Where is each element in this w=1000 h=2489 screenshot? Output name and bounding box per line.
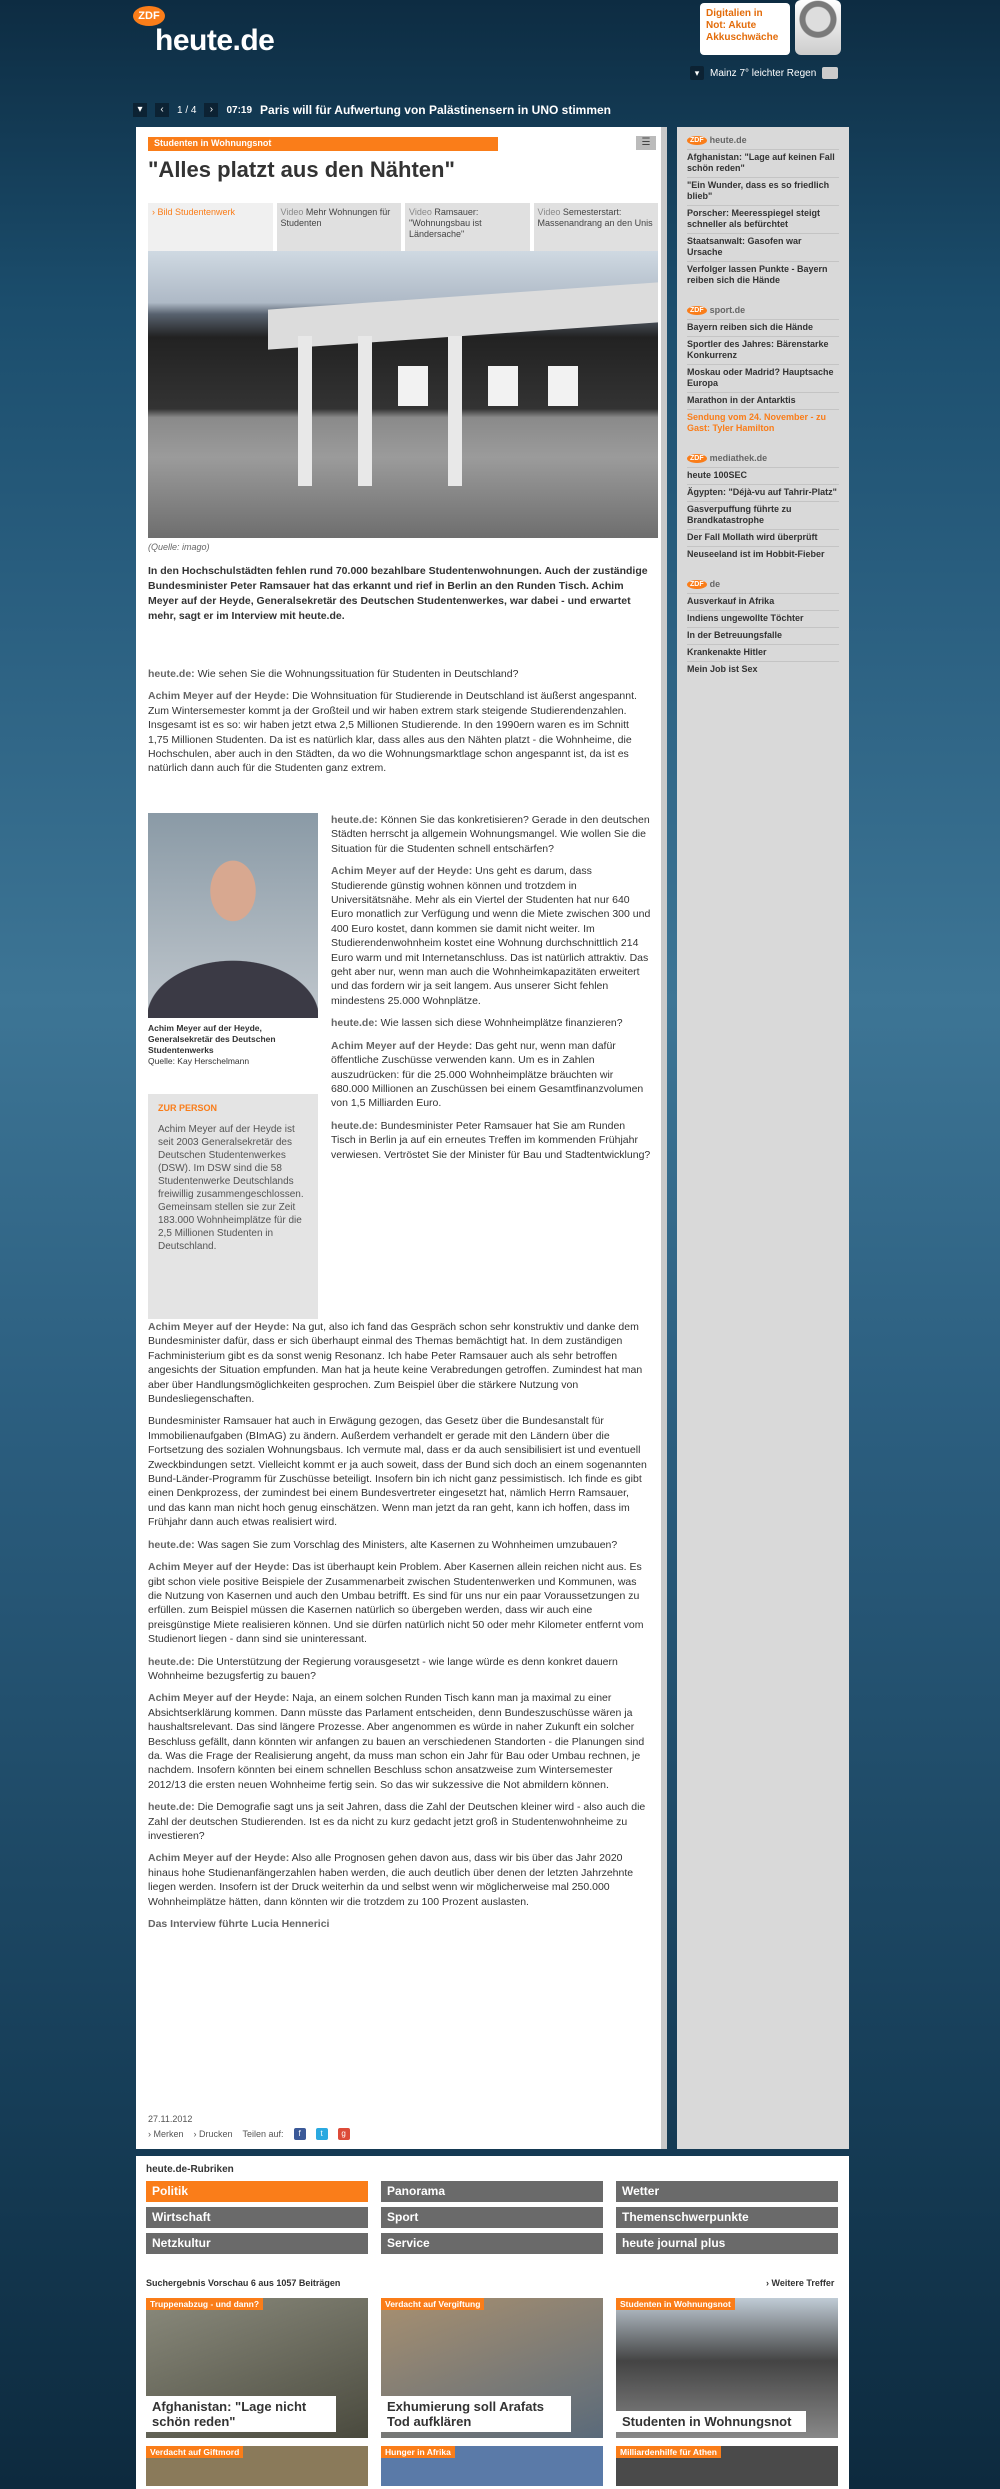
tab-video-mehr-wohnungen[interactable]: Video Mehr Wohnungen für Studenten: [277, 203, 402, 253]
print-link[interactable]: › Drucken: [193, 2129, 233, 2139]
sidebar-brand[interactable]: [687, 305, 839, 315]
share-label: Teilen auf:: [242, 2129, 284, 2139]
sidebar-link[interactable]: Bayern reiben sich die Hände: [687, 319, 839, 335]
ticker-headline[interactable]: Paris will für Aufwertung von Palästinensern in UNO stimmen: [260, 103, 611, 117]
rubrik-themenschwerpunkte[interactable]: Themenschwerpunkte: [616, 2207, 838, 2228]
answer-text: Also alle Prognosen gehen davon aus, dass wir bis über das Jahr 2020 hinaus hohe Studienanfängerzahlen haben werden, die auch deutlich über denen der letzten Jahrzehnte liegen werden. Insofern ist der Druck weiterhin da und selbst wenn wir möglicherweise mal 250.000 Wohnheimplätze hätten, dann könnten wir die trotzdem zu 100 Prozent auslasten.: [148, 1852, 634, 1908]
rubrik-service[interactable]: Service: [381, 2233, 603, 2254]
article-hero-image[interactable]: [148, 251, 658, 538]
sidebar-link[interactable]: Verfolger lassen Punkte - Bayern reiben sich die Hände: [687, 261, 839, 288]
interviewer-label: heute.de:: [331, 1017, 378, 1030]
sidebar-link[interactable]: "Ein Wunder, dass es so friedlich blieb": [687, 177, 839, 204]
zdf-badge-icon: ZDF: [687, 580, 707, 589]
sidebar-section-heute: [677, 127, 849, 297]
interviewee-label: Achim Meyer auf der Heyde:: [148, 690, 290, 703]
answer-text: Die Wohnsituation für Studierende in Deutschland ist äußerst angespannt. Zum Wintersemester kommt ja der Großteil und wir haben extrem stark steigende Studierendenzahlen. Insgesamt ist es so: wir haben jetzt etwa 2,5 Millionen Studierende. In den 1990ern waren es im Schnitt 1,75 Millionen Studenten. Da ist es natürlich klar, dass alles aus den Nähten platzt - die Wohnheime, die Hochschulen, aber auch in den Städten, da wo die Wohnungsmarktlage schon angespannt ist, da ist es natürlich dann auch für die Studenten ganz extrem.: [148, 690, 637, 775]
sidebar-link[interactable]: In der Betreuungsfalle: [687, 627, 839, 643]
interviewee-label: Achim Meyer auf der Heyde:: [148, 1321, 290, 1333]
chevron-right-icon[interactable]: ›: [204, 103, 218, 117]
question-text: Die Unterstützung der Regierung vorausgesetzt - wie lange würde es denn konkret dauern Wohnheime bezugsfertig zu bauen?: [148, 1655, 618, 1682]
result-card[interactable]: [616, 2446, 838, 2486]
card-kicker: Milliardenhilfe für Athen: [616, 2446, 721, 2458]
sidebar-brand-label: heute.de: [709, 135, 747, 145]
interviewer-label: heute.de:: [331, 1119, 378, 1132]
article-lead: In den Hochschulstädten fehlen rund 70.000 bezahlbare Studentenwohnungen. Auch der zuständige Bundesminister Peter Ramsauer hat das erkannt und rief in Berlin an den Runden Tisch. Achim Meyer auf der Heyde, Generalsekretär des Deutschen Studentenwerkes, war dabei - und erwartet mehr, sagt er im Interview mit heute.de.: [148, 565, 648, 622]
portrait-caption-source: Quelle: Kay Herschelmann: [148, 1056, 250, 1066]
google-plus-icon[interactable]: g: [338, 2128, 350, 2140]
building-column: [298, 336, 312, 486]
sidebar-brand[interactable]: [687, 135, 839, 145]
sidebar-link[interactable]: Marathon in der Antarktis: [687, 392, 839, 408]
interviewer-label: heute.de:: [148, 1655, 195, 1668]
tab-video-semesterstart[interactable]: Video Semesterstart: Massenandrang an den Unis: [534, 203, 659, 253]
article-main: [136, 127, 667, 2149]
sidebar-link[interactable]: Moskau oder Madrid? Hauptsache Europa: [687, 364, 839, 391]
zdf-badge-icon: ZDF: [687, 306, 707, 315]
sidebar-brand[interactable]: [687, 579, 839, 589]
site-logo[interactable]: [133, 6, 274, 58]
sidebar-link[interactable]: Ägypten: "Déjà-vu auf Tahrir-Platz": [687, 484, 839, 500]
card-title: Studenten in Wohnungsnot: [616, 2411, 806, 2432]
tab-video-ramsauer[interactable]: Video Ramsauer: "Wohnungsbau ist Ländersache": [405, 203, 530, 253]
sidebar-link[interactable]: Porscher: Meeresspiegel steigt schneller als befürchtet: [687, 205, 839, 232]
result-card[interactable]: [146, 2298, 368, 2438]
rubrik-wirtschaft[interactable]: Wirtschaft: [146, 2207, 368, 2228]
article-author: Das Interview führte Lucia Hennerici: [148, 1918, 330, 1931]
sidebar-section-mediathek: [677, 445, 849, 571]
card-kicker: Verdacht auf Giftmord: [146, 2446, 243, 2458]
result-card[interactable]: [381, 2298, 603, 2438]
zdf-badge-icon: ZDF: [687, 454, 707, 463]
result-card[interactable]: [616, 2298, 838, 2438]
interviewer-label: heute.de:: [148, 668, 195, 680]
question-text: Wie lassen sich diese Wohnheimplätze finanzieren?: [380, 1017, 623, 1030]
answer-text: Naja, an einem solchen Runden Tisch kann man ja maximal zu einer Absichtserklärung kommen. Dann müsste das Parlament entscheiden, denn Bundeszuschüsse wären ja haushaltsrelevant. Das sind längere Prozesse. Aber angenommen es würde in naher Zukunft ein solcher Beschluss gefällt, dann könnten wir anfangen zu bauen an verschiedenen Standorten - die Planungen sind da. Was die Frage der Realisierung angeht, da muss man schon ein Jahr für Bau oder Umbau rechnen, je nachdem. Insofern könnten bei einem schnellen Beschluss schon ansatzweise zum Wintersemester 2012/13 die ersten neuen Wohnheime fertig sein. So das wir sukzessive die Not abmildern können.: [148, 1692, 645, 1791]
rubrik-heute-journal-plus[interactable]: heute journal plus: [616, 2233, 838, 2254]
rubriken-title: heute.de-Rubriken: [146, 2164, 234, 2175]
question-text: Die Demografie sagt uns ja seit Jahren, dass die Zahl der Deutschen kleiner wird - also auch die Zahl der deutschen Studierenden. Ist es da nicht zu kurz gedacht jetzt groß in Studentenwohnheime zu investieren?: [148, 1801, 646, 1842]
building-roof: [268, 282, 658, 349]
sidebar-link[interactable]: Afghanistan: "Lage auf keinen Fall schön reden": [687, 149, 839, 176]
interviewee-label: Achim Meyer auf der Heyde:: [331, 1039, 473, 1052]
result-cards: [146, 2298, 836, 2486]
card-title: Exhumierung soll Arafats Tod aufklären: [381, 2396, 571, 2432]
sidebar-link[interactable]: Ausverkauf in Afrika: [687, 593, 839, 609]
chevron-down-icon[interactable]: ▾: [690, 66, 704, 80]
more-results-link[interactable]: › Weitere Treffer: [766, 2278, 835, 2288]
question-text: Bundesminister Peter Ramsauer hat Sie am Runden Tisch in Berlin ja auf ein erneutes Treffen im kommenden Frühjahr verwiesen. Vertröstet Sie der Minister für Bau und Stadtentwicklung?: [331, 1119, 651, 1161]
sidebar-section-zdf: [677, 571, 849, 686]
zdf-badge-icon: ZDF: [687, 136, 707, 145]
rubrik-panorama[interactable]: Panorama: [381, 2181, 603, 2202]
promo-teaser[interactable]: Digitalien in Not: Akute Akkuschwäche: [700, 3, 790, 55]
building-column: [358, 336, 372, 486]
tab-bild-studentenwerk[interactable]: › Bild Studentenwerk: [148, 203, 273, 253]
article-title: "Alles platzt aus den Nähten": [148, 157, 455, 182]
answer-text: Bundesminister Ramsauer hat auch in Erwägung gezogen, das Gesetz über die Bundesanstalt für Immobilienaufgaben (BImAG) zu ändern. Außerdem verhandelt er gerade mit den Ländern über die Fortsetzung des sozialen Wohnungsbaus. Ich vermute mal, dass er da auch sensibilisiert ist und eventuell Zweckbindungen setzt. Vielleicht kommt er ja auch soweit, dass der Bund sich doch an einem sogenannten Bund-Länder-Programm für Zuschüsse beteiligt. Insofern bin ich nicht ganz pessimistisch. Ich finde es gibt einen Denkprozess, der zumindest bei einem Bundesvertreter eingesetzt hat, nämlich Herrn Ramsauer, und das kann man nicht hoch genug einschätzen. Wenn man jetzt da ran geht, kann ich hoffen, dass im Frühjahr dann auch etwas realisiert wird.: [148, 1415, 647, 1529]
article-kicker: Studenten in Wohnungsnot: [148, 137, 498, 151]
ticker-count: 1 / 4: [177, 104, 197, 116]
ticker-time: 07:19: [226, 104, 253, 116]
interviewer-label: heute.de:: [148, 1538, 195, 1551]
person-text: Achim Meyer auf der Heyde ist seit 2003 Generalsekretär des Deutschen Studentenwerkes (DSW). Im DSW sind die 58 Studentenwerke Deutschlands freiwillig zusammengeschlossen. Gemeinsam stellen sie zur Zeit 183.000 Wohnheimplätze für die 2,5 Millionen Studenten in Deutschland.: [158, 1124, 304, 1252]
remember-link[interactable]: › Merken: [148, 2129, 184, 2139]
article-body-intro: [148, 667, 648, 784]
rubrik-netzkultur[interactable]: Netzkultur: [146, 2233, 368, 2254]
sidebar-brand-label: mediathek.de: [709, 453, 768, 463]
card-kicker: Truppenabzug - und dann?: [146, 2298, 263, 2310]
result-card[interactable]: [146, 2446, 368, 2486]
article-date: 27.11.2012: [148, 2114, 193, 2124]
weather-text: Mainz 7° leichter Regen: [710, 67, 817, 79]
interviewer-label: heute.de:: [148, 1801, 195, 1814]
sidebar-link[interactable]: Neuseeland ist im Hobbit-Fieber: [687, 546, 839, 562]
sidebar-brand[interactable]: [687, 453, 839, 463]
interviewee-label: Achim Meyer auf der Heyde:: [148, 1852, 290, 1865]
cloud-rain-icon: [822, 67, 838, 79]
article-actions: [148, 2128, 350, 2140]
weather-widget[interactable]: [690, 66, 838, 80]
rubrik-sport[interactable]: Sport: [381, 2207, 603, 2228]
article-body-rest: [148, 1320, 648, 1939]
answer-text: Das ist überhaupt kein Problem. Aber Kasernen allein reichen nicht aus. Es gibt schon viele positive Beispiele der Zusammenarbeit zwischen Studentenwerken und Kommunen, was die Nutzung von Kasernen und auch den Umbau betrifft. Es sind für uns nur ein paar Voraussetzungen zu erfüllen. zum Beispiel müssen die Kasernen natürlich so übergeben werden, dass wir auch eine preisgünstige Miete realisieren können. Und sie dürfen natürlich nicht 50 oder mehr Kilometer entfernt vom Studienort liegen - dann sind sie uninteressant.: [148, 1561, 644, 1646]
card-kicker: Studenten in Wohnungsnot: [616, 2298, 735, 2310]
card-kicker: Hunger in Afrika: [381, 2446, 455, 2458]
sidebar-link[interactable]: Sportler des Jahres: Bärenstarke Konkurrenz: [687, 336, 839, 363]
rubrik-wetter[interactable]: Wetter: [616, 2181, 838, 2202]
twitter-icon[interactable]: t: [316, 2128, 328, 2140]
sidebar-section-sport: [677, 297, 849, 445]
sidebar-brand-label: de: [709, 579, 721, 589]
interviewee-label: Achim Meyer auf der Heyde:: [148, 1692, 290, 1705]
building-window: [398, 366, 428, 406]
news-ticker: [133, 100, 853, 120]
logo-text: heute.de: [155, 24, 275, 57]
sidebar-brand-label: sport.de: [709, 305, 746, 315]
sidebar-link[interactable]: heute 100SEC: [687, 467, 839, 483]
result-card[interactable]: [381, 2446, 603, 2486]
portrait-caption-name: Achim Meyer auf der Heyde, Generalsekretär des Deutschen Studentenwerks: [148, 1023, 276, 1055]
card-title: Afghanistan: "Lage nicht schön reden": [146, 2396, 336, 2432]
interviewee-label: Achim Meyer auf der Heyde:: [148, 1561, 290, 1574]
sidebar-link[interactable]: Staatsanwalt: Gasofen war Ursache: [687, 233, 839, 260]
sidebar: [677, 127, 849, 2149]
question-text: Was sagen Sie zum Vorschlag des Ministers, alte Kasernen zu Wohnheimen umzubauen?: [197, 1538, 618, 1551]
person-heading: ZUR PERSON: [158, 1103, 218, 1113]
interviewee-label: Achim Meyer auf der Heyde:: [331, 865, 473, 878]
rubrik-politik[interactable]: Politik: [146, 2181, 368, 2202]
building-window: [548, 366, 578, 406]
sidebar-link[interactable]: Der Fall Mollath wird überprüft: [687, 529, 839, 545]
media-tabs: [148, 203, 658, 253]
promo-figure-image[interactable]: [795, 0, 841, 55]
answer-text: Na gut, also ich fand das Gespräch schon sehr konstruktiv und danke dem Bundesminister dafür, dass er sich überhaupt einmal des Themas bemächtigt hat. In dem zuständigen Fachministerium gibt es da sonst wenig Resonanz. Ich habe Peter Ramsauer auch als sehr betroffen angesichts der Situation empfunden. Man hat ja heute keine Verabredungen getroffen. Zumindest hat man aber über Handlungsmöglichkeiten gesprochen. Zum Beispiel über die stärkere Nutzung von Bundesliegenschaften.: [148, 1321, 643, 1406]
sidebar-link[interactable]: Sendung vom 24. November - zu Gast: Tyler Hamilton: [687, 409, 839, 436]
person-box: [148, 1094, 318, 1319]
rubriken-grid: [146, 2181, 836, 2254]
article-body-column: [331, 813, 651, 1170]
image-caption: (Quelle: imago): [148, 542, 210, 552]
portrait-image[interactable]: [148, 813, 318, 1018]
answer-text: Das geht nur, wenn man dafür öffentliche Zuschüsse verwenden kann. Um es in Zahlen auszudrücken: für die 25.000 Wohnheimplätze bräuchten wir 680.000 Millionen an Zuschüssen bei einem Gesamtfinanzvolumen von 1,5 Milliarden Euro.: [331, 1039, 644, 1110]
answer-text: Uns geht es darum, dass Studierende günstig wohnen können und trotzdem in Universitätsnähe. Mehr als ein Viertel der Studenten hat nur 640 Euro monatlich zur Verfügung und wenn die Miete zwischen 300 und 400 Euro kostet, dann kommen sie damit nicht weiter. Im Studierendenwohnheim kostet eine Wohnung durchschnittlich 214 Euro warm und mit Internetanschluss. Das ist natürlich attraktiv. Das geht aber nur, wenn man auch die Wohnheimkapazitäten erweitert und das fordern wir ja seit langem. Aus unserer Sicht fehlen mindestens 25.000 Wohnplätze.: [331, 865, 651, 1007]
sidebar-link[interactable]: Gasverpuffung führte zu Brandkatastrophe: [687, 501, 839, 528]
portrait-caption: [148, 1023, 318, 1067]
bottom-section: [136, 2156, 849, 2489]
sidebar-link[interactable]: Krankenakte Hitler: [687, 644, 839, 660]
sidebar-link[interactable]: Mein Job ist Sex: [687, 661, 839, 677]
card-kicker: Verdacht auf Vergiftung: [381, 2298, 484, 2310]
question-text: Wie sehen Sie die Wohnungssituation für Studenten in Deutschland?: [197, 668, 519, 680]
building-column: [448, 336, 462, 486]
sidebar-link[interactable]: Indiens ungewollte Töchter: [687, 610, 839, 626]
list-icon[interactable]: ☰: [636, 136, 656, 150]
chevron-left-icon[interactable]: ‹: [155, 103, 169, 117]
results-heading: Suchergebnis Vorschau 6 aus 1057 Beiträgen: [146, 2278, 341, 2288]
building-window: [488, 366, 518, 406]
interviewer-label: heute.de:: [331, 814, 378, 826]
chevron-down-icon[interactable]: ▾: [133, 103, 147, 117]
zdf-logo-badge: ZDF: [133, 6, 165, 26]
question-text: Können Sie das konkretisieren? Gerade in den deutschen Städten herrscht ja allgemein Wohnungsmangel. Wie wollen Sie die Situation für die Studenten schnell entschärfen?: [331, 814, 650, 855]
facebook-icon[interactable]: f: [294, 2128, 306, 2140]
